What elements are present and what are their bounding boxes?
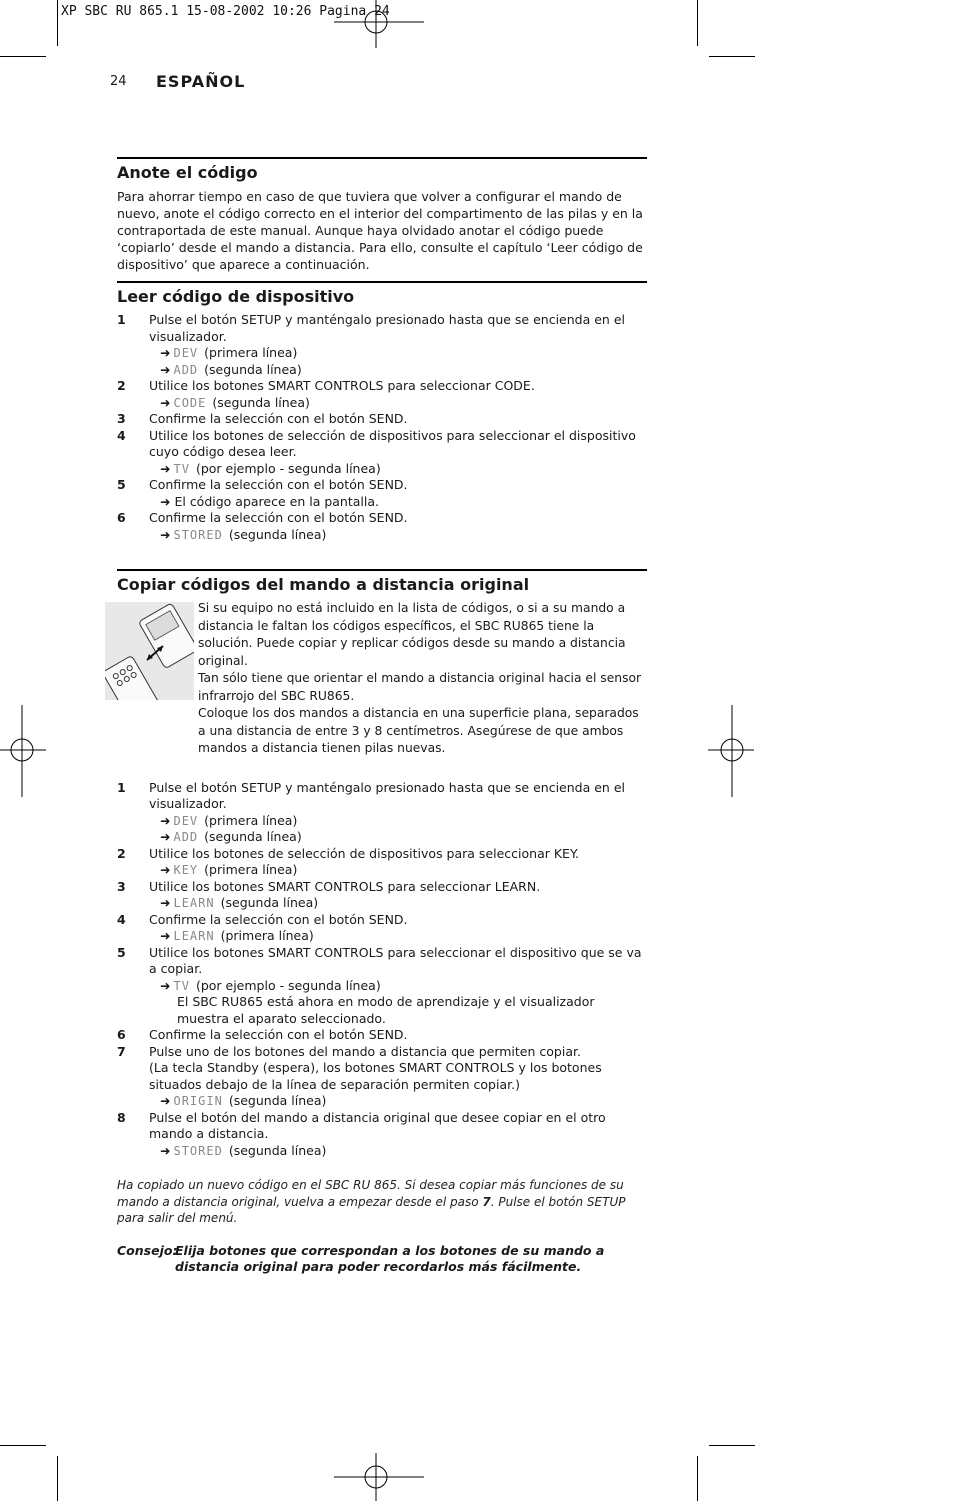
lcd-text: STORED xyxy=(173,1143,223,1158)
lcd-text: CODE xyxy=(173,395,207,410)
arrow-icon: ➜ xyxy=(160,829,171,844)
crop-mark xyxy=(697,1456,698,1501)
arrow-icon: ➜ xyxy=(160,526,171,542)
step-result: ➜ LEARN (primera línea) xyxy=(160,928,314,943)
step-result: ➜ TV (por ejemplo - segunda línea) xyxy=(160,460,381,476)
crop-mark xyxy=(0,1445,46,1446)
lcd-text: ORIGIN xyxy=(173,1094,223,1108)
crop-mark xyxy=(709,56,755,57)
step-result: ➜ ORIGIN (segunda línea) xyxy=(160,1093,327,1108)
lcd-text: LEARN xyxy=(173,896,215,910)
intro-paragraph: Coloque los dos mandos a distancia en una superficie plana, separados a una distancia de entre 3 y 8 centímetros. Asegúrese de que ambos mandos a distancia tienen pilas nuevas. xyxy=(198,706,639,755)
section-title: Leer código de dispositivo xyxy=(117,287,355,306)
arrow-icon: ➜ xyxy=(160,394,171,410)
lcd-text: DEV xyxy=(173,346,199,360)
lcd-text: TV xyxy=(173,978,190,993)
lcd-text: STORED xyxy=(173,527,223,542)
step-list xyxy=(117,312,647,543)
registration-mark-left xyxy=(0,705,46,797)
section-copiar-codigos xyxy=(117,569,647,1276)
step-result: ➜ STORED (segunda línea) xyxy=(160,526,327,542)
step-result: ➜ ADD (segunda línea) xyxy=(160,361,302,377)
step-result: ➜ ADD (segunda línea) xyxy=(160,829,302,844)
step-result: ➜ STORED (segunda línea) xyxy=(160,1142,327,1158)
registration-mark-right xyxy=(708,705,754,797)
step-4: 4 Confirme la selección con el botón SEND. xyxy=(117,911,408,927)
lcd-text: DEV xyxy=(173,813,199,828)
tip-label: Consejo: xyxy=(117,1242,178,1258)
step-6: 6 Confirme la selección con el botón SEND. xyxy=(117,1027,408,1042)
lcd-text: ADD xyxy=(173,830,199,844)
step-note: El SBC RU865 está ahora en modo de aprendizaje y el visualizador muestra el aparato seleccionado. xyxy=(177,994,595,1026)
section-anote-codigo xyxy=(117,157,647,273)
crop-mark xyxy=(0,56,46,57)
step-4: 4 Utilice los botones de selección de dispositivos para seleccionar el dispositivo cuyo código desea leer. xyxy=(117,427,636,459)
intro-paragraph: Tan sólo tiene que orientar el mando a distancia original hacia el sensor infrarrojo del SBC RU865. xyxy=(198,671,642,703)
print-slug: XP SBC RU 865.1 15-08-2002 10:26 Pagina 24 xyxy=(61,4,390,19)
section-leer-codigo xyxy=(117,281,647,543)
step-result: ➜ KEY (primera línea) xyxy=(160,862,298,877)
arrow-icon: ➜ xyxy=(160,493,171,509)
arrow-icon: ➜ xyxy=(160,928,171,943)
arrow-icon: ➜ xyxy=(160,1093,171,1108)
intro-paragraph: Si su equipo no está incluido en la lista de códigos, o si a su mando a distancia le faltan los códigos específicos, el SBC RU865 tiene la solución. Puede copiar y replicar códigos desde su mando a distancia original. xyxy=(198,601,626,668)
step-5: 5 Utilice los botones SMART CONTROLS para seleccionar el dispositivo que se va a copiar. xyxy=(117,944,642,976)
arrow-icon: ➜ xyxy=(160,812,171,828)
step-list xyxy=(117,780,647,1160)
lcd-text: ADD xyxy=(173,362,199,377)
crop-mark xyxy=(709,1445,755,1446)
lcd-text: LEARN xyxy=(173,929,215,943)
crop-mark xyxy=(697,0,698,46)
tip-block xyxy=(117,1243,647,1276)
step-result: ➜ DEV (primera línea) xyxy=(160,812,298,828)
step-3: 3 Utilice los botones SMART CONTROLS para seleccionar LEARN. xyxy=(117,878,541,894)
step-7: 7 Pulse uno de los botones del mando a distancia que permiten copiar. (La tecla Standby (espera), los botones SMART CONTROLS y los botones situados debajo de la línea de separación permiten copiar.) xyxy=(117,1043,602,1092)
step-1: 1 Pulse el botón SETUP y manténgalo presionado hasta que se encienda en el visualizador. xyxy=(117,312,625,344)
section-title: Anote el código xyxy=(117,163,258,182)
arrow-icon: ➜ xyxy=(160,862,171,877)
step-result: ➜ LEARN (segunda línea) xyxy=(160,895,319,910)
section-body: Para ahorrar tiempo en caso de que tuviera que volver a configurar el mando de nuevo, anote el código correcto en el interior del compartimento de las pilas y en la contraportada de este manual. Aunque haya olvidado anotar el código puede ‘copiarlo’ desde el mando a distancia. Para ello, consulte el capítulo ‘Leer código de dispositivo’ que aparece a continuación. xyxy=(117,189,643,272)
page-number: 24 xyxy=(110,74,127,89)
section-title: Copiar códigos del mando a distancia original xyxy=(117,575,530,594)
step-1: 1 Pulse el botón SETUP y manténgalo presionado hasta que se encienda en el visualizador. xyxy=(117,779,625,811)
lcd-text: KEY xyxy=(173,863,199,877)
arrow-icon: ➜ xyxy=(160,977,171,993)
step-5: 5 Confirme la selección con el botón SEND. xyxy=(117,477,408,492)
crop-mark xyxy=(57,0,58,46)
step-result: ➜ DEV (primera línea) xyxy=(160,345,298,360)
step-2: 2 Utilice los botones de selección de dispositivos para seleccionar KEY. xyxy=(117,845,580,861)
step-6: 6 Confirme la selección con el botón SEND. xyxy=(117,510,408,525)
tip-text: Elija botones que correspondan a los botones de su mando a distancia original para poder recordarlos más fácilmente. xyxy=(175,1242,605,1274)
arrow-icon: ➜ xyxy=(160,361,171,377)
lcd-text: TV xyxy=(173,461,190,476)
step-result: ➜ CODE (segunda línea) xyxy=(160,394,310,410)
arrow-icon: ➜ xyxy=(160,345,171,360)
arrow-icon: ➜ xyxy=(160,460,171,476)
step-result: ➜ El código aparece en la pantalla. xyxy=(160,493,379,509)
step-3: 3 Confirme la selección con el botón SEND. xyxy=(117,411,408,426)
arrow-icon: ➜ xyxy=(160,895,171,910)
remote-controls-illustration xyxy=(105,602,194,700)
step-8: 8 Pulse el botón del mando a distancia original que desee copiar en el otro mando a distancia. xyxy=(117,1109,606,1141)
registration-mark-bottom xyxy=(334,1453,424,1501)
arrow-icon: ➜ xyxy=(160,1142,171,1158)
language-heading: ESPAÑOL xyxy=(156,72,246,91)
italic-note: Ha copiado un nuevo código en el SBC RU 865. Si desea copiar más funciones de su mando a distancia original, vuelva a empezar desde el paso 7. Pulse el botón SETUP para salir del menú. xyxy=(117,1178,626,1225)
step-2: 2 Utilice los botones SMART CONTROLS para seleccionar CODE. xyxy=(117,378,535,393)
crop-mark xyxy=(57,1456,58,1501)
step-result: ➜ TV (por ejemplo - segunda línea) xyxy=(160,977,381,993)
